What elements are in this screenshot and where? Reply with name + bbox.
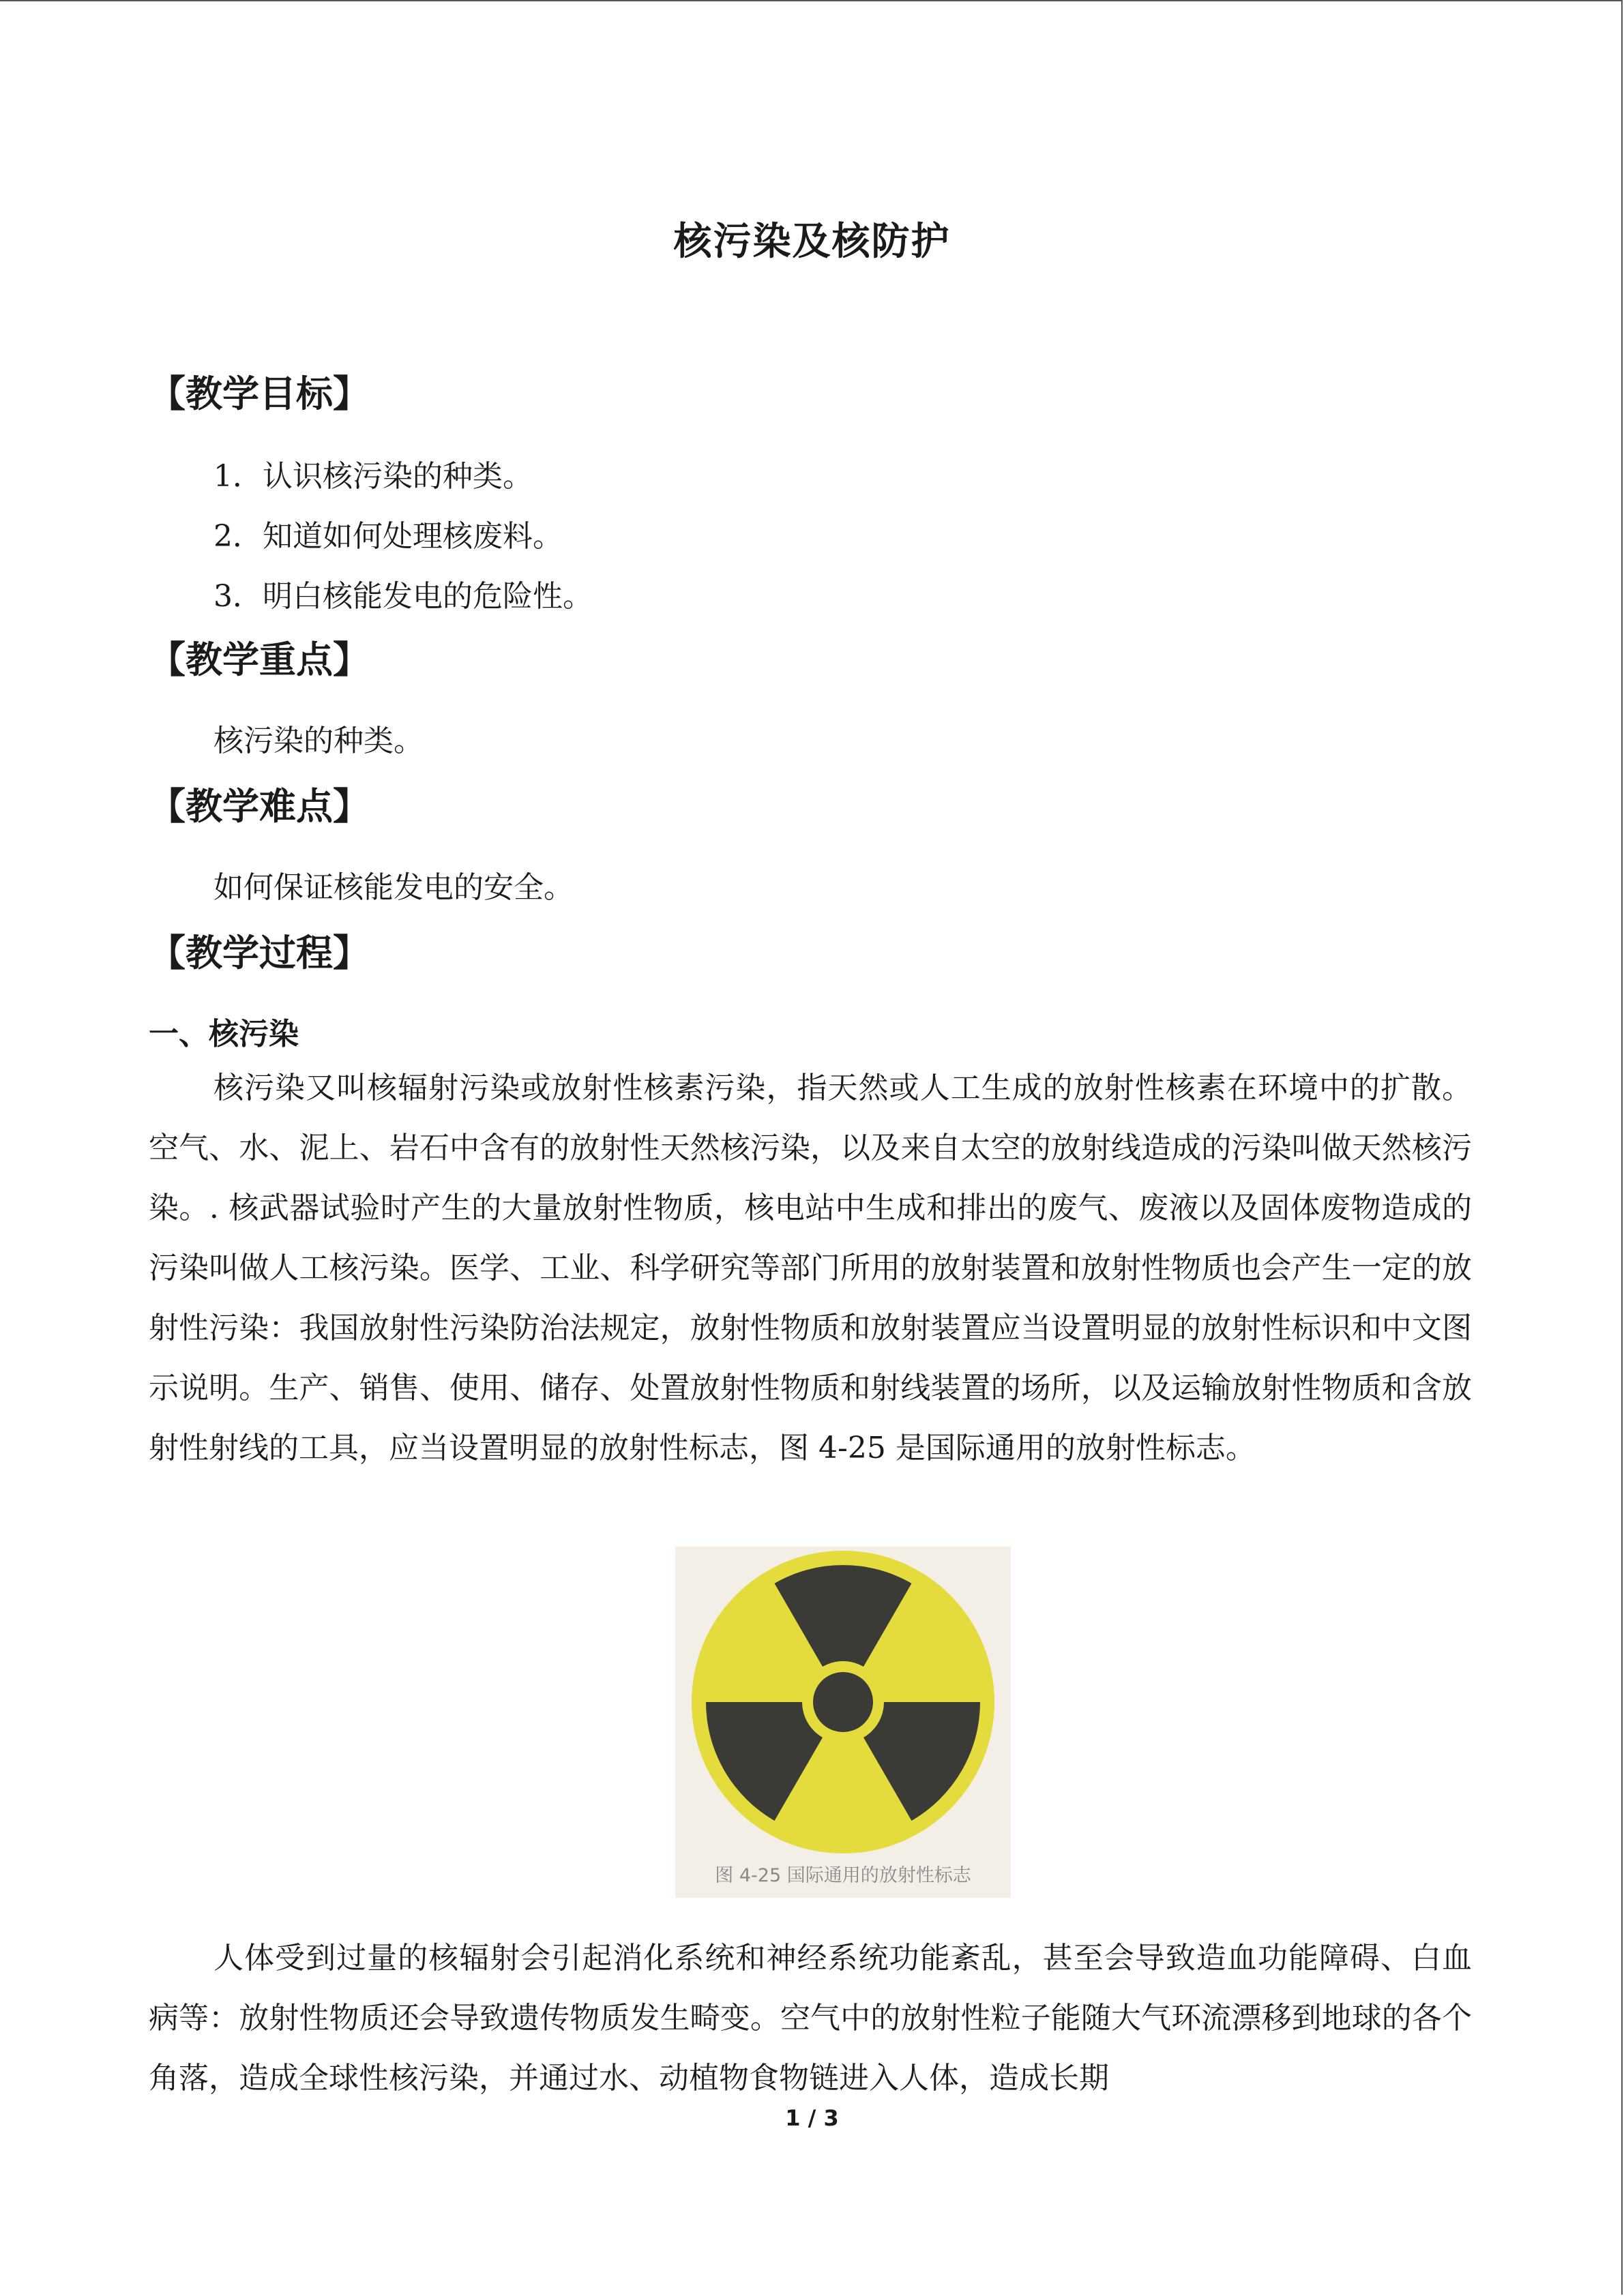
document-title: 核污染及核防护 (673, 220, 951, 264)
objective-item-3: 3．明白核能发电的危险性。 (213, 579, 593, 614)
difficulties-heading: 【教学难点】 (149, 785, 370, 828)
objective-item-2: 2．知道如何处理核废料。 (213, 519, 563, 554)
nuclear-pollution-paragraph-1: 核污染又叫核辐射污染或放射性核素污染，指天然或人工生成的放射性核素在环境中的扩散。空气、水、泥上、岩石中含有的放射性天然核污染，以及来自太空的放射线造成的污染叫做天然核污染。. 核武器试验时产生的大量放射性物质，核电站中生成和排出的废气、废液以及固体废物造成的污染叫做人工核污染。医学、工业、科学研究等部门所用的放射装置和放射性物质也会产生一定的放射性污染：我国放射性污染防治法规定，放射性物质和放射装置应当设置明显的放射性标识和中文图示说明。生产、销售、使用、储存、处置放射性物质和射线装置的场所，以及运输放射性物质和含放射性射线的工具，应当设置明显的放射性标志，图 4-25 是国际通用的放射性标志。 (149, 1071, 1472, 1465)
radiation-symbol-figure (675, 1547, 1011, 1898)
key-points-text: 核污染的种类。 (213, 724, 424, 758)
page-number: 1 / 3 (785, 2105, 839, 2131)
objective-item-1: 1．认识核污染的种类。 (213, 459, 533, 494)
radiation-trefoil-icon (675, 1547, 1011, 1860)
nuclear-pollution-subheading: 一、核污染 (149, 1017, 299, 1052)
figure-caption: 图 4-25 国际通用的放射性标志 (715, 1865, 971, 1886)
difficulties-text: 如何保证核能发电的安全。 (213, 870, 574, 905)
nuclear-pollution-paragraph-2: 人体受到过量的核辐射会引起消化系统和神经系统功能紊乱，甚至会导致造血功能障碍、白血病等：放射性物质还会导致遗传物质发生畸变。空气中的放射性粒子能随大气环流漂移到地球的各个角落，造成全球性核污染，并通过水、动植物食物链进入人体，造成长期 (149, 1941, 1472, 2096)
process-heading: 【教学过程】 (149, 931, 370, 974)
key-points-heading: 【教学重点】 (149, 638, 370, 681)
objectives-heading: 【教学目标】 (149, 372, 370, 415)
